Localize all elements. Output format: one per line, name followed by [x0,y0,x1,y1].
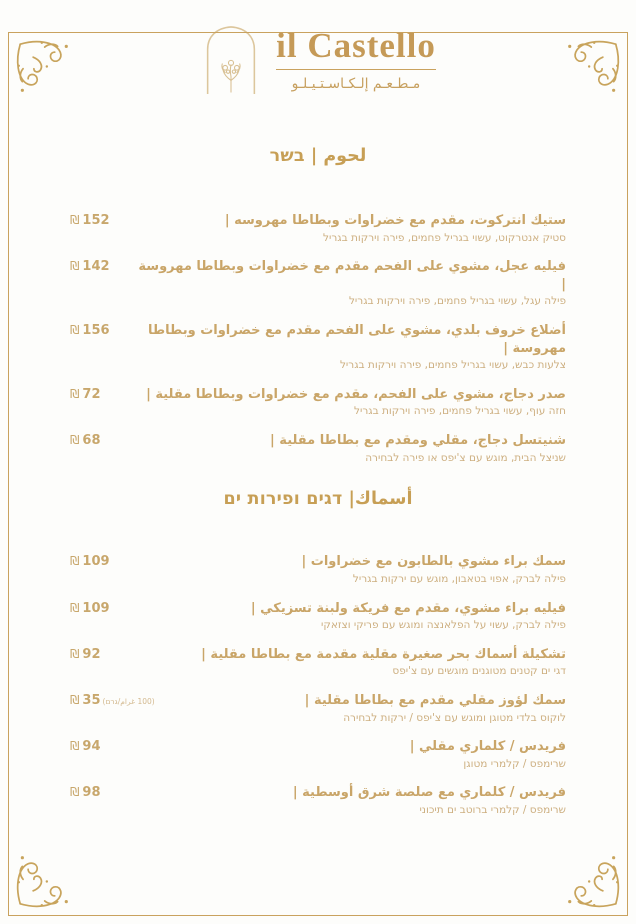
shekel-symbol: ₪ [70,785,80,800]
price-value: 35 [82,692,101,708]
section-title-meat: لحوم | בשר [269,146,367,166]
item-description: דגי ים קטנים מטוגנים מוגשים עם צ'יפס [392,665,566,678]
item-text [270,432,566,465]
price-value: 152 [82,213,110,228]
item-description: שרימפס / קלמרי ברוטב ים תיכוני [419,803,566,816]
shekel-symbol: ₪ [70,386,80,401]
price-value: 92 [82,646,101,662]
price-value: 98 [82,785,101,801]
arch-tree-logo-icon [200,24,262,96]
price-value: 156 [82,323,110,339]
menu-item [70,600,566,633]
item-price [70,258,110,274]
menu-page [0,24,636,924]
item-description: שרימפס / קלמרי מטוגן [463,757,566,770]
item-text [136,258,566,309]
price-value: 72 [82,386,101,402]
item-name: سمك لؤوز مقلي مقدم مع بطاطا مقلية | [304,692,566,708]
flourish-ornament-icon [13,839,85,911]
item-text [201,646,566,679]
shekel-symbol: ₪ [70,323,80,338]
flourish-ornament-icon [551,37,623,109]
price-value: 68 [82,433,101,449]
item-name: سمك براء مشوي بالطابون مع خضراوات | [301,554,566,570]
menu-item [70,692,566,725]
price-unit-note: (100 غرام/גרם) [102,696,155,706]
item-price [70,646,101,662]
menu-item [70,646,566,679]
shekel-symbol: ₪ [70,692,80,707]
price-value: 142 [82,259,110,275]
menu-item [70,258,566,309]
price-value: 94 [82,739,101,755]
menu-item [70,553,566,586]
item-name: صدر دجاج، مشوي على الفحم، مقدم مع خضراوات وبطاطا مقلية | [146,386,566,402]
item-name: فريدس / كلماري مقلي | [409,739,566,755]
flourish-ornament-icon [13,37,85,109]
brand-name-arabic: مـطـعـم إلـكـاسـتـيـلـو [276,69,436,92]
item-name: شنيتسل دجاج، مقلي ومقدم مع بطاطا مقلية | [270,433,566,449]
item-price [70,322,110,338]
item-text [251,600,566,633]
shekel-symbol: ₪ [70,739,80,754]
brand-name: il Castello [276,25,436,65]
item-description: פילה לברק, אפוי בטאבון, מוגש עם ירקות בגריל [352,572,566,585]
price-value: 109 [82,554,110,570]
item-description: פילה לברק, עשוי על הפלאנצה ומוגש עם פריקי וצזאקי [321,619,566,632]
item-text [302,553,567,586]
item-description: סטיק אנטרקוט, עשוי בגריל פחמים, פירה וירקות בגריל [323,231,566,244]
shekel-symbol: ₪ [70,646,80,661]
item-price [70,738,101,754]
item-text [305,692,566,725]
item-text [136,322,566,373]
item-name: تشكيلة أسماك بحر صغيرة مقلية مقدمة مع بطاطا مقلية | [201,646,566,662]
shekel-symbol: ₪ [70,554,80,569]
shekel-symbol: ₪ [70,433,80,448]
brand-block [276,25,436,93]
item-price [70,600,110,616]
item-text [410,738,566,771]
item-name: فريدس / كلماري مع صلصة شرق أوسطية | [292,785,566,801]
header [0,24,636,96]
item-price [70,784,101,800]
menu-body [70,146,566,818]
item-name: فيليه عجل، مشوي على الفحم مقدم مع خضراوات وبطاطا مهروسة | [138,259,566,292]
menu-item [70,432,566,465]
item-price [70,212,110,228]
item-description: צלעות כבש, עשוי בגריל פחמים, פירה וירקות בגריל [339,359,566,372]
item-description: פילה עגל, עשוי בגריל פחמים, פירה וירקות בגריל [348,295,566,308]
menu-item [70,212,566,245]
item-text [293,784,566,817]
item-name: فيليه براء مشوي، مقدم مع فريكة ولبنة تسزيكي | [250,600,566,616]
shekel-symbol: ₪ [70,213,80,227]
flourish-ornament-icon [551,839,623,911]
section-title-fish: أسماك| דגים ופירות ים [223,489,413,510]
item-name: أضلاع خروف بلدي، مشوي على الفحم مقدم مع خضراوات وبطاطا مهروسة | [148,323,566,356]
item-text [225,212,566,245]
item-price [70,386,101,402]
item-price [70,432,101,448]
menu-item [70,784,566,817]
item-text [146,386,566,419]
item-price [70,553,110,569]
item-price [70,692,155,708]
item-description: שניצל הבית, מוגש עם צ'יפס או פירה לבחירה [365,451,566,464]
menu-item [70,738,566,771]
menu-item [70,386,566,419]
item-name: ستيك انتركوت، مقدم مع خضراوات وبطاطا مهروسه | [224,213,566,228]
menu-item [70,322,566,373]
shekel-symbol: ₪ [70,600,80,615]
item-description: לוקוס בלדי מטוגן ומוגש עם צ'יפס / ירקות לבחירה [343,711,566,724]
price-value: 109 [82,600,110,616]
item-description: חזה עוף, עשוי בגריל פחמים, פירה וירקות בגריל [354,405,566,418]
shekel-symbol: ₪ [70,259,80,274]
